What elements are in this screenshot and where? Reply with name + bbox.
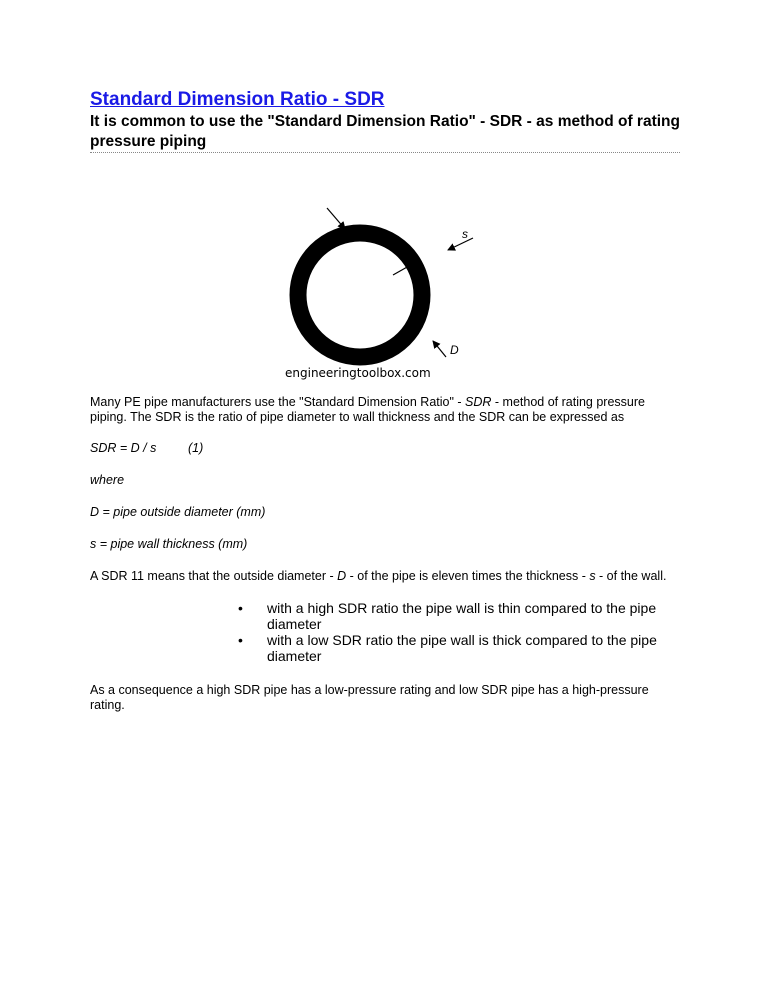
sdr11-text-2: - of the pipe is eleven times the thickness - — [346, 569, 590, 583]
thickness-arrow-outer — [448, 238, 473, 250]
watermark-text: engineeringtoolbox.com — [285, 366, 431, 380]
conclusion-paragraph: As a consequence a high SDR pipe has a low-pressure rating and low SDR pipe has a high-pressure rating. — [90, 683, 649, 712]
bullet-item-low-sdr: • with a low SDR ratio the pipe wall is thick compared to the pipe diameter — [238, 632, 658, 664]
sdr-equation — [90, 441, 204, 456]
intro-text-2: - method of rating pressure piping. The SDR is the ratio of pipe diameter to wall thickness and the SDR can be expressed as — [90, 395, 645, 424]
sdr11-text-3: - of the wall. — [595, 569, 667, 583]
intro-paragraph — [90, 395, 680, 425]
outer-diameter-arrow-top — [327, 208, 345, 229]
bullet-item-high-sdr: • with a high SDR ratio the pipe wall is thin compared to the pipe diameter — [238, 600, 658, 632]
definition-s: s = pipe wall thickness (mm) — [90, 537, 248, 551]
intro-text-1: Many PE pipe manufacturers use the "Standard Dimension Ratio" - — [90, 395, 466, 409]
pipe-cross-section-svg — [280, 200, 490, 385]
page-title-link[interactable]: Standard Dimension Ratio - SDR — [90, 89, 385, 110]
definition-D: D = pipe outside diameter (mm) — [90, 505, 266, 519]
sdr11-s-italic: s — [589, 569, 596, 583]
page-subtitle: It is common to use the "Standard Dimension Ratio" - SDR - as method of rating pressure piping — [90, 113, 680, 150]
label-s: s — [462, 227, 468, 241]
label-D: D — [450, 343, 459, 357]
sdr-bullet-list — [238, 600, 658, 664]
where-label: where — [90, 473, 125, 487]
dotted-divider — [90, 152, 680, 153]
pipe-cross-section-figure — [280, 200, 490, 385]
sdr11-text-1: A SDR 11 means that the outside diameter - — [90, 569, 338, 583]
sdr11-D-italic: D — [337, 569, 347, 583]
outer-diameter-arrow-bottom — [433, 341, 446, 357]
sdr11-paragraph — [90, 569, 666, 584]
pipe-ring — [298, 233, 422, 357]
equation-number: (1) — [188, 441, 204, 455]
equation-formula: SDR = D / s — [90, 441, 157, 455]
intro-sdr-italic: SDR — [465, 395, 492, 409]
